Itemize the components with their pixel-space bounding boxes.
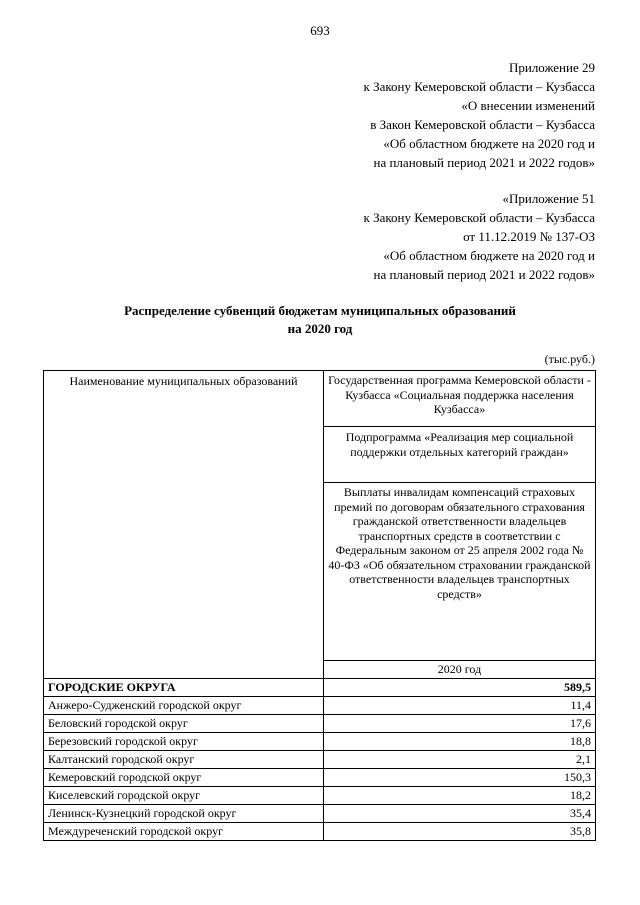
subvention-table [43, 370, 596, 841]
municipality-column-header: Наименование муниципальных образований [44, 371, 324, 679]
municipality-name: ГОРОДСКИЕ ОКРУГА [44, 679, 324, 697]
amount-cell: 35,8 [324, 823, 596, 841]
table-row [44, 751, 596, 769]
amount-cell: 35,4 [324, 805, 596, 823]
appendix-current-header [364, 58, 596, 172]
amount-cell: 589,5 [324, 679, 596, 697]
unit-label: (тыс.руб.) [544, 352, 595, 366]
municipality-name: Березовский городской округ [44, 733, 324, 751]
amount-cell: 2,1 [324, 751, 596, 769]
municipality-name: Киселевский городской округ [44, 787, 324, 805]
table-row [44, 769, 596, 787]
table-row [44, 697, 596, 715]
subprogram-header: Подпрограмма «Реализация мер социальной поддержки отдельных категорий граждан» [324, 427, 596, 483]
appendix-line: «Об областном бюджете на 2020 год и [383, 136, 595, 151]
appendix-line: «Об областном бюджете на 2020 год и [383, 248, 595, 263]
table-row [44, 805, 596, 823]
municipality-name: Беловский городской округ [44, 715, 324, 733]
appendix-line: Приложение 29 [508, 60, 595, 75]
appendix-original-header [364, 189, 596, 284]
municipality-name: Кемеровский городской округ [44, 769, 324, 787]
amount-cell: 150,3 [324, 769, 596, 787]
appendix-line: на плановый период 2021 и 2022 годов» [373, 267, 595, 282]
title-line: на 2020 год [287, 321, 353, 336]
table-header-row [44, 371, 596, 427]
appendix-line: к Закону Кемеровской области – Кузбасса [363, 210, 595, 225]
amount-cell: 18,8 [324, 733, 596, 751]
amount-cell: 17,6 [324, 715, 596, 733]
page-number: 693 [310, 23, 330, 38]
municipality-name: Калтанский городской округ [44, 751, 324, 769]
table-row [44, 733, 596, 751]
appendix-line: «Приложение 51 [502, 191, 595, 206]
appendix-line: от 11.12.2019 № 137-ОЗ [463, 229, 595, 244]
appendix-line: к Закону Кемеровской области – Кузбасса [363, 79, 595, 94]
table-row [44, 823, 596, 841]
table-row [44, 715, 596, 733]
amount-cell: 11,4 [324, 697, 596, 715]
measure-header: Выплаты инвалидам компенсаций страховых премий по договорам обязательного страхования гражданской ответственности владельцев транспортных средств в соответствии с Федеральным законом от 25 апреля 2002 года № 40-ФЗ «Об обязательном страховании гражданской ответственности владельцев транспортных средств» [324, 483, 596, 661]
program-header: Государственная программа Кемеровской области - Кузбасса «Социальная поддержка населения Кузбасса» [324, 371, 596, 427]
year-header: 2020 год [324, 661, 596, 679]
municipality-name: Междуреченский городской округ [44, 823, 324, 841]
table-row [44, 679, 596, 697]
municipality-name: Анжеро-Судженский городской округ [44, 697, 324, 715]
title-line: Распределение субвенций бюджетам муниципальных образований [124, 303, 516, 318]
amount-cell: 18,2 [324, 787, 596, 805]
appendix-line: «О внесении изменений [461, 98, 595, 113]
table-row [44, 787, 596, 805]
appendix-line: в Закон Кемеровской области – Кузбасса [370, 117, 595, 132]
appendix-line: на плановый период 2021 и 2022 годов» [373, 155, 595, 170]
municipality-name: Ленинск-Кузнецкий городской округ [44, 805, 324, 823]
document-title [0, 302, 640, 338]
